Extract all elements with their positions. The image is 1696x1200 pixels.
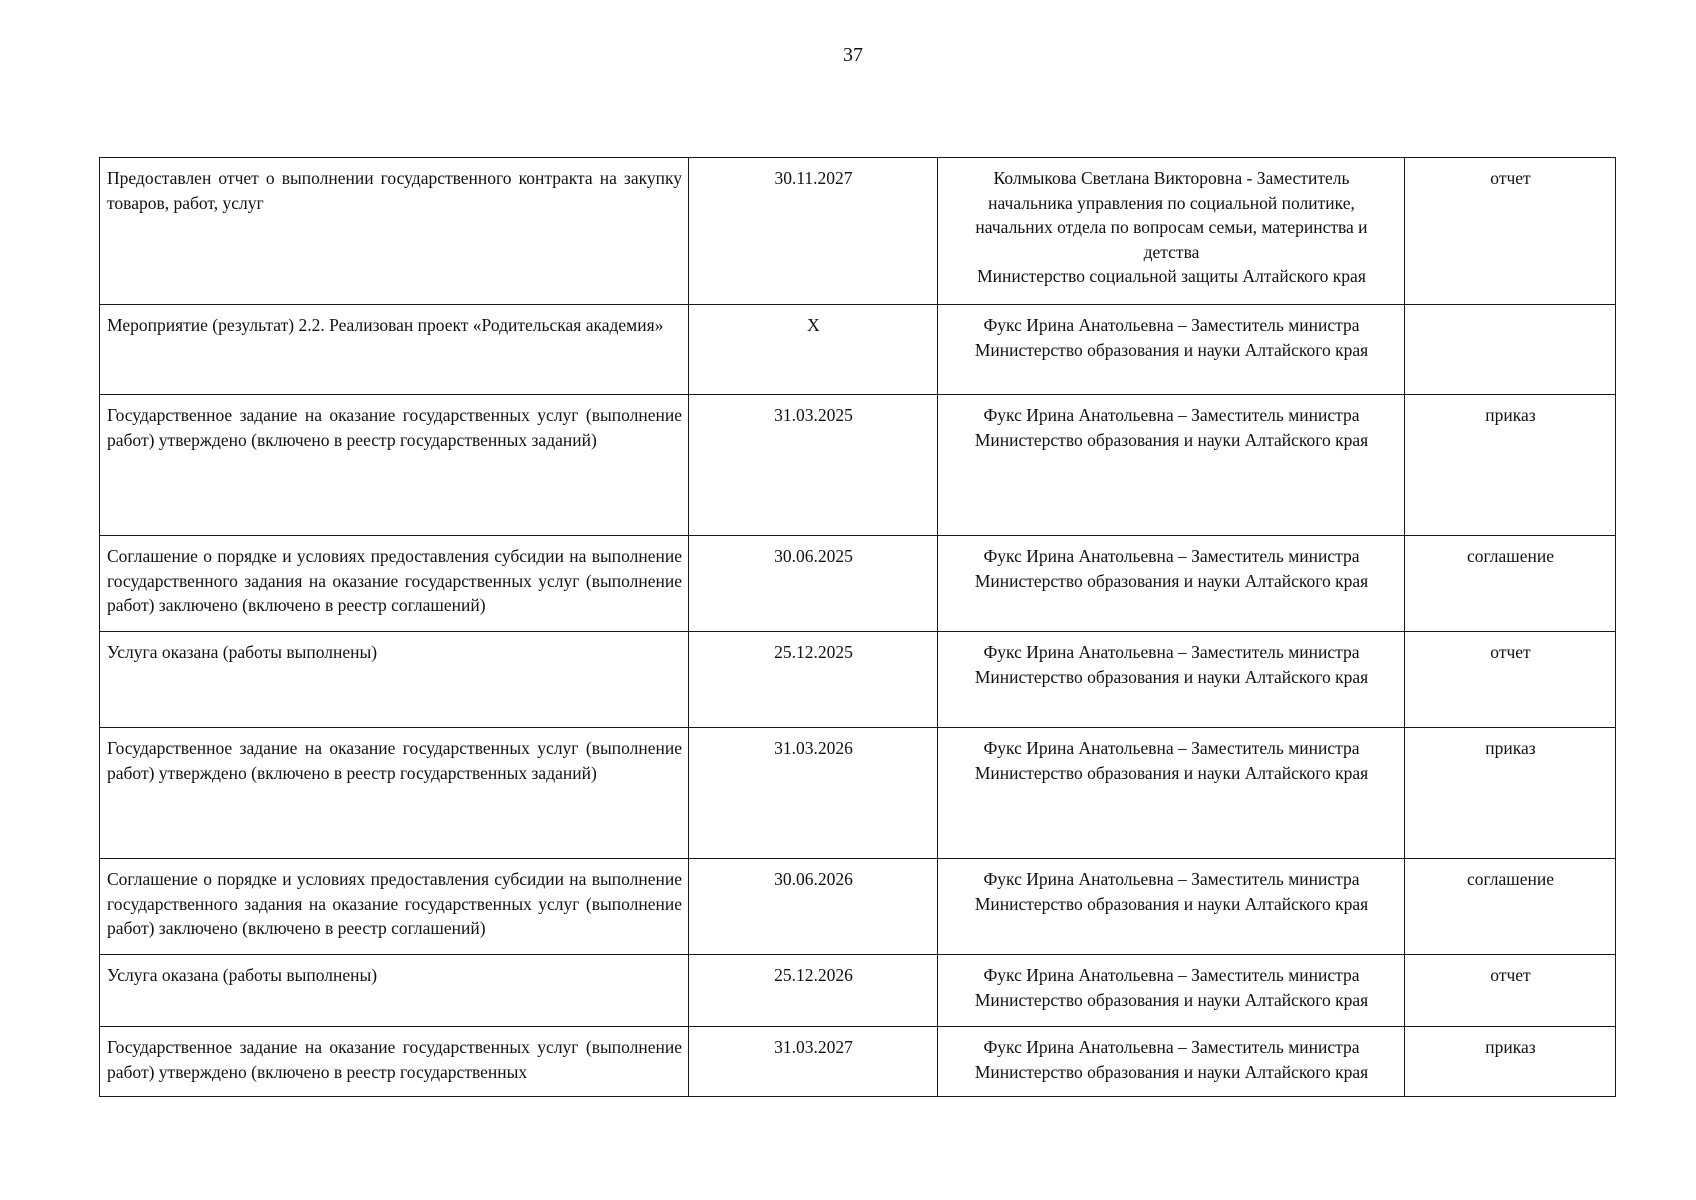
responsible-cell <box>938 955 1405 1027</box>
responsible-line: Министерство образования и науки Алтайского края <box>974 570 1369 591</box>
description-cell: Услуга оказана (работы выполнены) <box>100 955 689 1027</box>
responsible-cell <box>938 1027 1405 1097</box>
document-cell <box>1405 305 1616 395</box>
responsible-line: Фукс Ирина Анатольевна – Заместитель министра <box>983 1037 1360 1057</box>
document-cell: отчет <box>1405 158 1616 305</box>
responsible-line: Министерство образования и науки Алтайского края <box>974 989 1369 1010</box>
responsible-line: Колмыкова Светлана Викторовна - Заместитель <box>993 168 1350 188</box>
date-cell: X <box>689 305 938 395</box>
responsible-cell <box>938 395 1405 536</box>
responsible-line: Министерство образования и науки Алтайского края <box>974 762 1369 783</box>
description-cell: Предоставлен отчет о выполнении государственного контракта на закупку товаров, работ, услуг <box>100 158 689 305</box>
responsible-line: Министерство образования и науки Алтайского края <box>974 1061 1369 1082</box>
description-cell: Государственное задание на оказание государственных услуг (выполнение работ) утверждено (включено в реестр государственных заданий) <box>100 728 689 859</box>
document-cell: приказ <box>1405 395 1616 536</box>
responsible-line: Фукс Ирина Анатольевна – Заместитель министра <box>983 738 1360 758</box>
description-cell: Соглашение о порядке и условиях предоставления субсидии на выполнение государственного задания на оказание государственных услуг (выполнение работ) заключено (включено в реестр соглашений) <box>100 859 689 955</box>
responsible-line: начальних отдела по вопросам семьи, материнства и <box>975 217 1368 237</box>
page-number: 37 <box>843 44 863 66</box>
responsible-line: Фукс Ирина Анатольевна – Заместитель министра <box>983 546 1360 566</box>
description-cell: Соглашение о порядке и условиях предоставления субсидии на выполнение государственного задания на оказание государственных услуг (выполнение работ) заключено (включено в реестр соглашений) <box>100 536 689 632</box>
responsible-line: начальника управления по социальной политике, <box>988 192 1355 213</box>
document-cell: приказ <box>1405 1027 1616 1097</box>
responsible-line: Министерство образования и науки Алтайского края <box>974 339 1369 360</box>
table-row <box>100 395 1616 536</box>
responsible-cell <box>938 305 1405 395</box>
document-cell: отчет <box>1405 955 1616 1027</box>
responsible-line: Фукс Ирина Анатольевна – Заместитель министра <box>983 869 1360 889</box>
responsible-cell <box>938 632 1405 728</box>
date-cell: 31.03.2025 <box>689 395 938 536</box>
document-cell: соглашение <box>1405 536 1616 632</box>
date-cell: 31.03.2027 <box>689 1027 938 1097</box>
table-row <box>100 536 1616 632</box>
responsible-cell <box>938 536 1405 632</box>
document-cell: соглашение <box>1405 859 1616 955</box>
date-cell: 30.11.2027 <box>689 158 938 305</box>
table-row <box>100 632 1616 728</box>
description-cell: Государственное задание на оказание государственных услуг (выполнение работ) утверждено (включено в реестр государственных заданий) <box>100 395 689 536</box>
responsible-line: детства <box>1143 241 1200 262</box>
responsible-cell <box>938 728 1405 859</box>
document-cell: приказ <box>1405 728 1616 859</box>
description-cell: Услуга оказана (работы выполнены) <box>100 632 689 728</box>
description-cell: Мероприятие (результат) 2.2. Реализован проект «Родительская академия» <box>100 305 689 395</box>
control-points-table <box>99 157 1616 1097</box>
date-cell: 25.12.2026 <box>689 955 938 1027</box>
date-cell: 30.06.2025 <box>689 536 938 632</box>
responsible-line: Фукс Ирина Анатольевна – Заместитель министра <box>983 642 1360 662</box>
responsible-cell <box>938 859 1405 955</box>
responsible-line: Фукс Ирина Анатольевна – Заместитель министра <box>983 965 1360 985</box>
table-row <box>100 305 1616 395</box>
table-row <box>100 955 1616 1027</box>
responsible-cell <box>938 158 1405 305</box>
responsible-line: Фукс Ирина Анатольевна – Заместитель министра <box>983 315 1360 335</box>
table-row <box>100 728 1616 859</box>
responsible-line: Министерство образования и науки Алтайского края <box>974 666 1369 687</box>
table-row <box>100 859 1616 955</box>
responsible-line: Министерство образования и науки Алтайского края <box>974 429 1369 450</box>
document-cell: отчет <box>1405 632 1616 728</box>
date-cell: 25.12.2025 <box>689 632 938 728</box>
date-cell: 31.03.2026 <box>689 728 938 859</box>
responsible-line: Министерство социальной защиты Алтайского края <box>977 266 1366 286</box>
description-cell: Государственное задание на оказание государственных услуг (выполнение работ) утверждено (включено в реестр государственных <box>100 1027 689 1097</box>
table-row <box>100 1027 1616 1097</box>
table-row <box>100 158 1616 305</box>
responsible-line: Фукс Ирина Анатольевна – Заместитель министра <box>983 405 1360 425</box>
responsible-line: Министерство образования и науки Алтайского края <box>974 893 1369 914</box>
date-cell: 30.06.2026 <box>689 859 938 955</box>
